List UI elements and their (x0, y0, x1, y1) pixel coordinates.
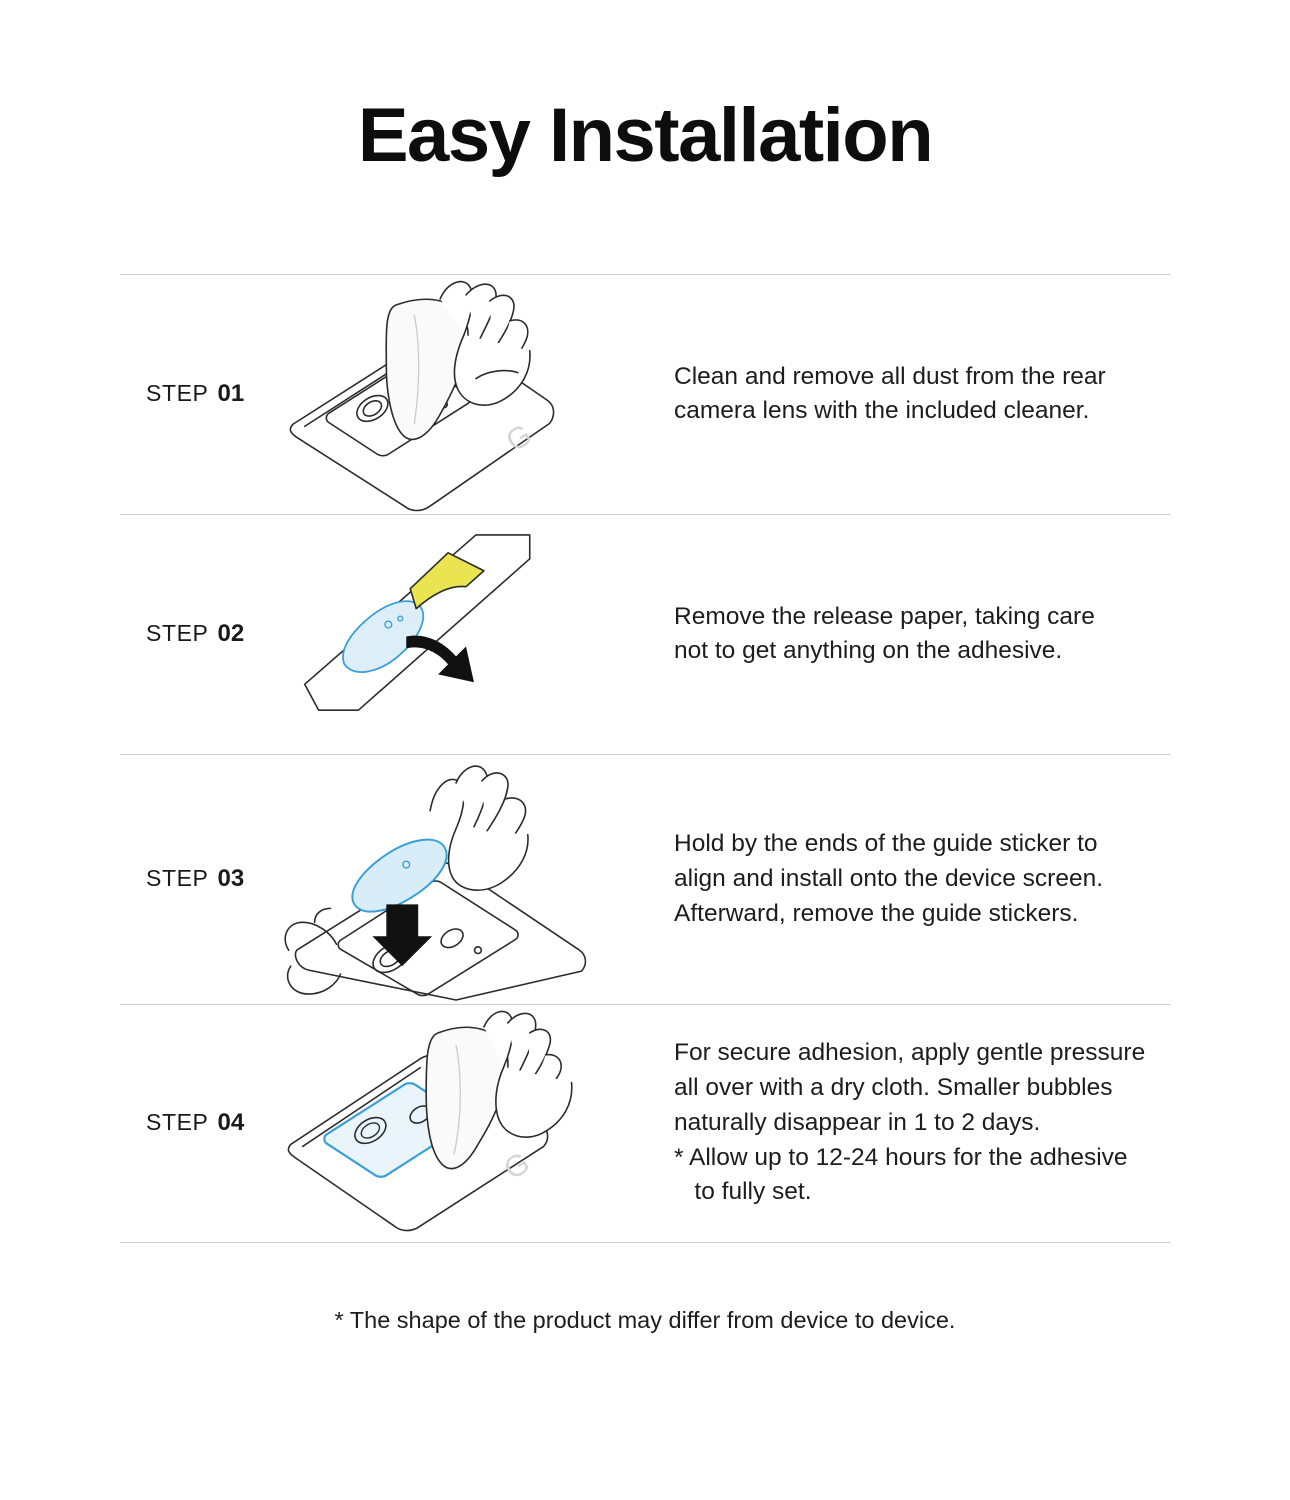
step-illustration-03 (280, 755, 650, 1004)
step-number: 01 (217, 380, 245, 408)
step-line: to fully set. (674, 1178, 812, 1206)
step-number: 03 (217, 865, 245, 893)
step-label-word: STEP (146, 865, 209, 892)
step-number: 04 (217, 1109, 245, 1137)
step-label-word: STEP (146, 1109, 209, 1136)
page-title: Easy Installation (357, 93, 933, 178)
step-label (120, 620, 280, 648)
step-line: not to get anything on the adhesive. (674, 637, 1063, 665)
footnote: * The shape of the product may differ from device to device. (334, 1306, 956, 1333)
step-illustration-01 (280, 275, 650, 514)
step-label (120, 380, 280, 408)
step-illustration-02 (280, 515, 650, 754)
step-line: Clean and remove all dust from the rear (674, 362, 1106, 390)
step-row (120, 755, 1170, 1005)
step-row (120, 1005, 1170, 1243)
step-line: For secure adhesion, apply gentle pressure (674, 1039, 1146, 1067)
svg-text:G: G (500, 417, 538, 459)
step-line: align and install onto the device screen. (674, 864, 1104, 892)
step-row (120, 275, 1170, 515)
step-row (120, 515, 1170, 755)
step-illustration-04 (280, 1005, 650, 1242)
step-label-word: STEP (146, 380, 209, 407)
step-line: Hold by the ends of the guide sticker to (674, 830, 1098, 858)
step-line: all over with a dry cloth. Smaller bubbles (674, 1074, 1113, 1102)
step-number: 02 (217, 620, 245, 648)
step-description (650, 600, 1170, 670)
step-description (650, 827, 1170, 931)
step-label-word: STEP (146, 620, 209, 647)
step-line: Remove the release paper, taking care (674, 602, 1095, 630)
step-line: Afterward, remove the guide stickers. (674, 899, 1079, 927)
step-line: naturally disappear in 1 to 2 days. (674, 1108, 1041, 1136)
step-line: camera lens with the included cleaner. (674, 397, 1090, 425)
svg-text:G: G (498, 1145, 536, 1187)
steps-list (120, 274, 1170, 1243)
step-description (650, 1036, 1170, 1210)
step-label (120, 1109, 280, 1137)
step-label (120, 865, 280, 893)
step-line: * Allow up to 12-24 hours for the adhesive (674, 1143, 1128, 1171)
step-description (650, 360, 1170, 430)
